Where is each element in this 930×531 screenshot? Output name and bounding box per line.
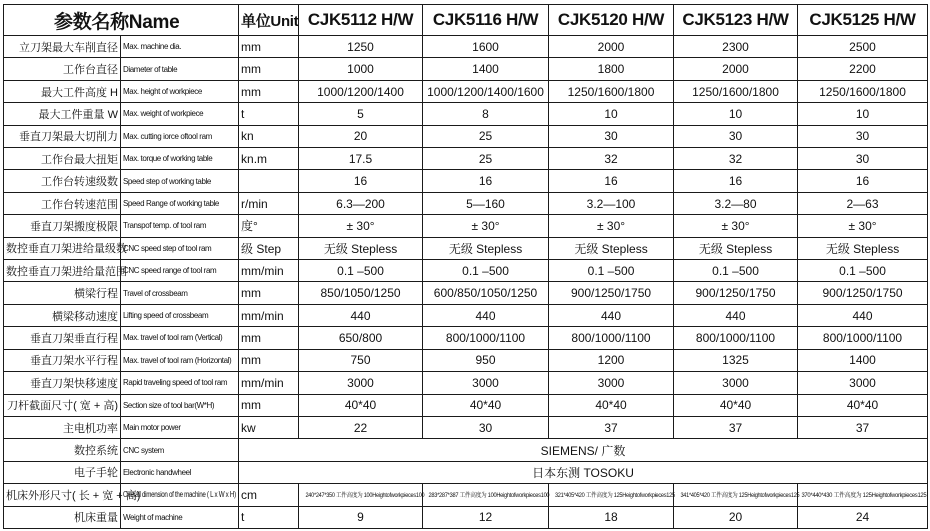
unit-cell: r/min: [239, 192, 299, 214]
value-cell: 5—160: [423, 192, 549, 214]
value-cell: 950: [423, 349, 549, 371]
param-name-cn: 垂直刀架最大切削力: [4, 125, 121, 147]
table-row: [4, 394, 928, 416]
table-row: [4, 372, 928, 394]
table-row: [4, 215, 928, 237]
value-cell: 8: [423, 103, 549, 125]
value-cell: 20: [674, 506, 798, 528]
param-name-en: Travel of crossbeam: [121, 282, 239, 304]
value-cell: 32: [549, 148, 674, 170]
value-cell: 9: [299, 506, 423, 528]
param-name-cn: 数控垂直刀架进给量级数: [4, 237, 121, 259]
param-name-en: Rapid traveling speed of tool ram: [121, 372, 239, 394]
param-name-en: Max. cutting iorce oftool ram: [121, 125, 239, 147]
value-cell: 16: [674, 170, 798, 192]
param-name-cn: 垂直刀架快移速度: [4, 372, 121, 394]
value-cell: 3000: [549, 372, 674, 394]
value-cell: 无级 Stepless: [674, 237, 798, 259]
value-cell: 850/1050/1250: [299, 282, 423, 304]
spec-table: [3, 4, 928, 529]
value-cell: 341*405*420 工件高度为 125Heightofworkpieces125: [674, 484, 798, 506]
value-cell: 440: [674, 304, 798, 326]
value-cell: 900/1250/1750: [798, 282, 928, 304]
value-cell: 2—63: [798, 192, 928, 214]
param-name-cn: 工作台最大扭矩: [4, 148, 121, 170]
param-name-cn: 横梁行程: [4, 282, 121, 304]
value-cell: 1600: [423, 36, 549, 58]
value-cell: 12: [423, 506, 549, 528]
value-cell: 无级 Stepless: [423, 237, 549, 259]
table-row: [4, 439, 928, 461]
value-cell: 无级 Stepless: [549, 237, 674, 259]
value-cell: 2500: [798, 36, 928, 58]
model-header: CJK5123 H/W: [674, 5, 798, 36]
value-cell: 650/800: [299, 327, 423, 349]
param-name-en: Max. height of workpiece: [121, 80, 239, 102]
value-cell: 17.5: [299, 148, 423, 170]
unit-cell: mm: [239, 36, 299, 58]
param-name-cn: 数控垂直刀架进给量范围: [4, 260, 121, 282]
param-name-en: CNC speed step of tool ram: [121, 237, 239, 259]
value-cell: 2000: [674, 58, 798, 80]
param-name-cn: 工作台转速范围: [4, 192, 121, 214]
value-cell: 16: [299, 170, 423, 192]
table-row: [4, 506, 928, 528]
value-cell: 1250/1600/1800: [674, 80, 798, 102]
param-name-en: Lifting speed of crossbeam: [121, 304, 239, 326]
value-cell: 无级 Stepless: [798, 237, 928, 259]
value-cell: 32: [674, 148, 798, 170]
spec-body: [4, 36, 928, 529]
value-cell: 0.1 –500: [798, 260, 928, 282]
unit-cell: kw: [239, 416, 299, 438]
value-cell: 3000: [299, 372, 423, 394]
unit-cell: mm: [239, 58, 299, 80]
unit-cell: [239, 170, 299, 192]
value-cell: 40*40: [549, 394, 674, 416]
value-cell: 1000: [299, 58, 423, 80]
value-cell: 1000/1200/1400: [299, 80, 423, 102]
value-cell: 0.1 –500: [674, 260, 798, 282]
table-row: [4, 58, 928, 80]
value-cell: 321*405*420 工件高度为 125Heightofworkpieces125: [549, 484, 674, 506]
param-name-en: Speed Range of working table: [121, 192, 239, 214]
table-row: [4, 237, 928, 259]
value-cell: 440: [549, 304, 674, 326]
value-cell: 1400: [798, 349, 928, 371]
param-name-en: Weight of machine: [121, 506, 239, 528]
value-cell: 440: [423, 304, 549, 326]
value-cell: 0.1 –500: [549, 260, 674, 282]
unit-cell: kn: [239, 125, 299, 147]
value-cell: 800/1000/1100: [423, 327, 549, 349]
value-cell: 240*247*350 工件高度为 100Heightofworkpieces100: [299, 484, 423, 506]
value-cell: 800/1000/1100: [549, 327, 674, 349]
param-name-en: Transpof temp. of tool ram: [121, 215, 239, 237]
value-cell: 24: [798, 506, 928, 528]
param-name-cn: 垂直刀架搬度极限: [4, 215, 121, 237]
unit-cell: kn.m: [239, 148, 299, 170]
value-cell: 无级 Stepless: [299, 237, 423, 259]
model-header: CJK5112 H/W: [299, 5, 423, 36]
value-cell: 20: [299, 125, 423, 147]
value-cell: 440: [798, 304, 928, 326]
value-cell: 22: [299, 416, 423, 438]
value-cell: 18: [549, 506, 674, 528]
table-row: [4, 260, 928, 282]
value-cell: 3000: [674, 372, 798, 394]
param-name-header: 参数名称Name: [4, 5, 239, 36]
value-cell: 40*40: [798, 394, 928, 416]
value-cell: 370*440*430 工件高度为 125Heightofworkpieces125: [798, 484, 928, 506]
value-cell: 2300: [674, 36, 798, 58]
table-row: [4, 461, 928, 483]
merged-value-cell: SIEMENS/ 广数: [239, 439, 928, 461]
param-name-cn: 最大工件重量 W: [4, 103, 121, 125]
param-name-cn: 垂直刀架垂直行程: [4, 327, 121, 349]
table-row: [4, 282, 928, 304]
param-name-cn: 立刀架最大车削直径: [4, 36, 121, 58]
value-cell: ± 30°: [549, 215, 674, 237]
value-cell: ± 30°: [299, 215, 423, 237]
table-row: [4, 148, 928, 170]
value-cell: 30: [798, 125, 928, 147]
value-cell: 30: [674, 125, 798, 147]
value-cell: 1250: [299, 36, 423, 58]
value-cell: 1400: [423, 58, 549, 80]
param-name-cn: 横梁移动速度: [4, 304, 121, 326]
table-row: [4, 36, 928, 58]
table-row: [4, 416, 928, 438]
value-cell: 3000: [423, 372, 549, 394]
param-name-cn: 主电机功率: [4, 416, 121, 438]
unit-cell: mm: [239, 282, 299, 304]
value-cell: 2000: [549, 36, 674, 58]
table-row: [4, 103, 928, 125]
unit-cell: mm: [239, 394, 299, 416]
param-name-en: CNC speed range of tool ram: [121, 260, 239, 282]
value-cell: 10: [798, 103, 928, 125]
table-row: [4, 327, 928, 349]
unit-cell: mm/min: [239, 260, 299, 282]
value-cell: 1250/1600/1800: [798, 80, 928, 102]
value-cell: 440: [299, 304, 423, 326]
param-name-cn: 数控系统: [4, 439, 121, 461]
unit-header: 单位Unit: [239, 5, 299, 36]
table-row: [4, 80, 928, 102]
param-name-cn: 最大工件高度 H: [4, 80, 121, 102]
param-name-en: Max. travel of tool ram (Vertical): [121, 327, 239, 349]
value-cell: 6.3—200: [299, 192, 423, 214]
header-row: [4, 5, 928, 36]
value-cell: 1000/1200/1400/1600: [423, 80, 549, 102]
table-row: [4, 170, 928, 192]
param-name-en: Electronic handwheel: [121, 461, 239, 483]
unit-cell: 级 Step: [239, 237, 299, 259]
merged-value-cell: 日本东测 TOSOKU: [239, 461, 928, 483]
value-cell: 283*287*387 工件高度为 100Heightofworkpieces100: [423, 484, 549, 506]
value-cell: 3000: [798, 372, 928, 394]
param-name-en: Section size of tool bar(W*H): [121, 394, 239, 416]
param-name-en: Speed step of working table: [121, 170, 239, 192]
param-name-cn: 垂直刀架水平行程: [4, 349, 121, 371]
param-name-en: CNC system: [121, 439, 239, 461]
unit-cell: t: [239, 103, 299, 125]
param-name-cn: 机床外形尺寸( 长 + 宽 + 高): [4, 484, 121, 506]
unit-cell: mm/min: [239, 304, 299, 326]
value-cell: 800/1000/1100: [674, 327, 798, 349]
value-cell: 16: [798, 170, 928, 192]
value-cell: 600/850/1050/1250: [423, 282, 549, 304]
value-cell: 40*40: [423, 394, 549, 416]
value-cell: 37: [674, 416, 798, 438]
unit-cell: mm: [239, 349, 299, 371]
unit-cell: mm/min: [239, 372, 299, 394]
param-name-cn: 机床重量: [4, 506, 121, 528]
value-cell: 30: [549, 125, 674, 147]
value-cell: 0.1 –500: [299, 260, 423, 282]
param-name-en: Main motor power: [121, 416, 239, 438]
value-cell: 900/1250/1750: [674, 282, 798, 304]
value-cell: ± 30°: [423, 215, 549, 237]
value-cell: 750: [299, 349, 423, 371]
value-cell: 30: [423, 416, 549, 438]
value-cell: 37: [798, 416, 928, 438]
value-cell: 800/1000/1100: [798, 327, 928, 349]
value-cell: 37: [549, 416, 674, 438]
param-name-cn: 工作台直径: [4, 58, 121, 80]
param-name-en: Max. weight of workpiece: [121, 103, 239, 125]
unit-cell: cm: [239, 484, 299, 506]
value-cell: 10: [549, 103, 674, 125]
param-name-en: Max. machine dia.: [121, 36, 239, 58]
value-cell: 40*40: [674, 394, 798, 416]
value-cell: 2200: [798, 58, 928, 80]
value-cell: 40*40: [299, 394, 423, 416]
value-cell: ± 30°: [798, 215, 928, 237]
value-cell: 10: [674, 103, 798, 125]
table-row: [4, 304, 928, 326]
unit-cell: 度°: [239, 215, 299, 237]
value-cell: 25: [423, 125, 549, 147]
param-name-cn: 刀杆截面尺寸( 宽 + 高): [4, 394, 121, 416]
value-cell: 1250/1600/1800: [549, 80, 674, 102]
value-cell: 16: [549, 170, 674, 192]
value-cell: 3.2—100: [549, 192, 674, 214]
param-name-en: Diameter of table: [121, 58, 239, 80]
model-header: CJK5116 H/W: [423, 5, 549, 36]
value-cell: ± 30°: [674, 215, 798, 237]
table-row: [4, 192, 928, 214]
model-header: CJK5120 H/W: [549, 5, 674, 36]
unit-cell: mm: [239, 327, 299, 349]
param-name-en: Max. torque of working table: [121, 148, 239, 170]
param-name-en: Overall dimension of the machine ( L x W x H): [121, 484, 239, 506]
value-cell: 1200: [549, 349, 674, 371]
value-cell: 30: [798, 148, 928, 170]
value-cell: 16: [423, 170, 549, 192]
value-cell: 3.2—80: [674, 192, 798, 214]
table-row: [4, 484, 928, 506]
model-header: CJK5125 H/W: [798, 5, 928, 36]
param-name-cn: 电子手轮: [4, 461, 121, 483]
unit-cell: mm: [239, 80, 299, 102]
param-name-cn: 工作台转速级数: [4, 170, 121, 192]
value-cell: 1325: [674, 349, 798, 371]
value-cell: 1800: [549, 58, 674, 80]
table-row: [4, 125, 928, 147]
table-row: [4, 349, 928, 371]
param-name-en: Max. travel of tool ram (Horizontal): [121, 349, 239, 371]
value-cell: 0.1 –500: [423, 260, 549, 282]
unit-cell: t: [239, 506, 299, 528]
value-cell: 900/1250/1750: [549, 282, 674, 304]
value-cell: 5: [299, 103, 423, 125]
value-cell: 25: [423, 148, 549, 170]
